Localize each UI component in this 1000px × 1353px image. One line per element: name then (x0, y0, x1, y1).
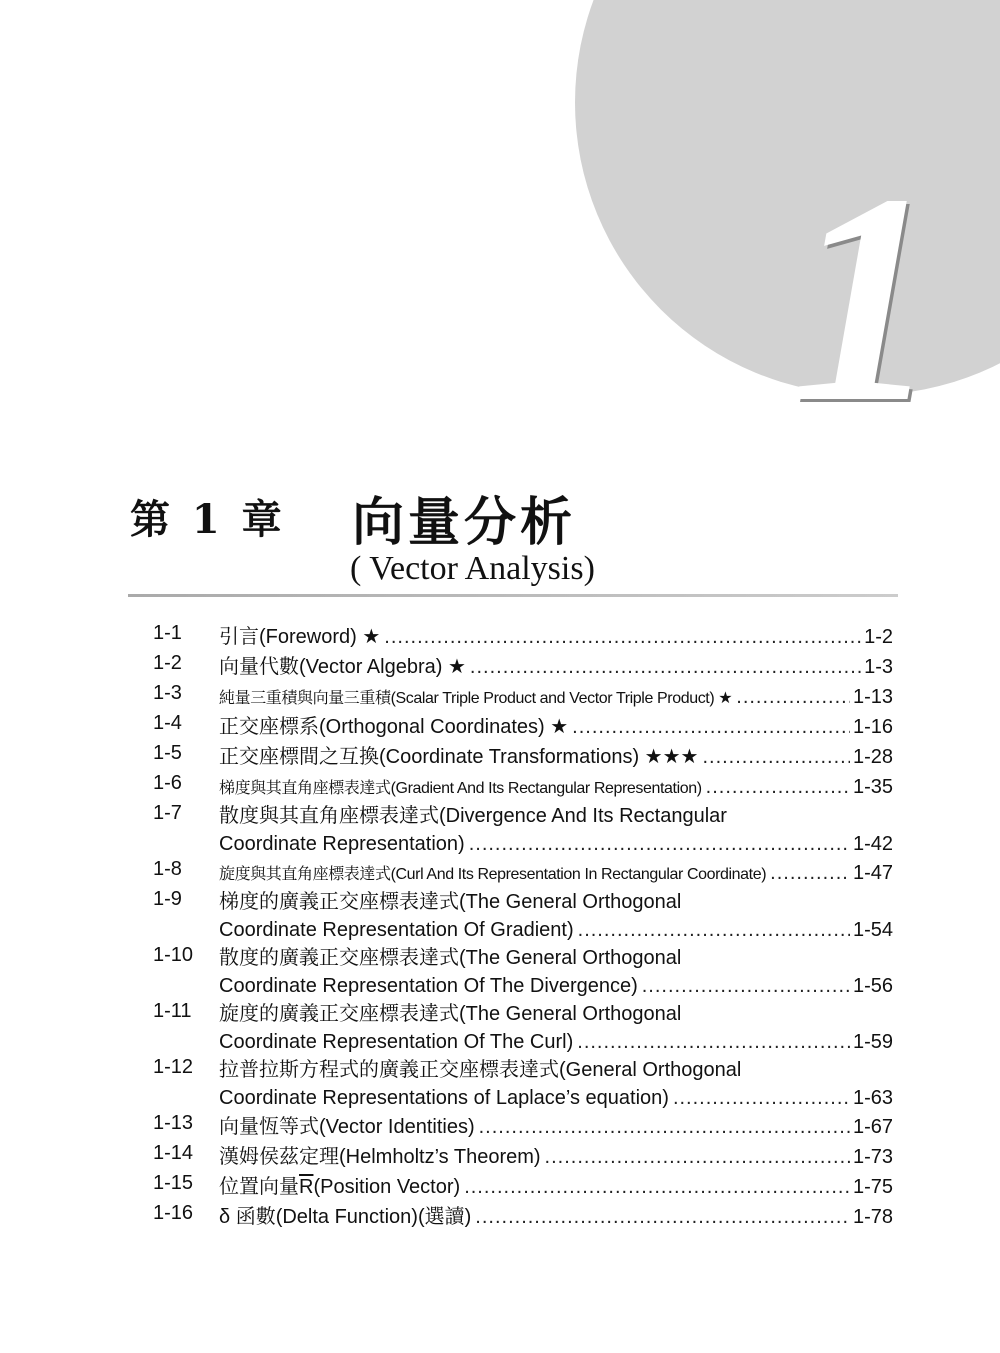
leader-dots (577, 1028, 850, 1056)
toc-entry-page: 1-78 (852, 1206, 893, 1228)
toc-entry-title: 向量代數(Vector Algebra) ★ (219, 656, 466, 678)
toc-entry-title: 漢姆侯茲定理(Helmholtz’s Theorem) (219, 1146, 541, 1168)
toc-entry-title: 拉普拉斯方程式的廣義正交座標表達式(General Orthogonal (219, 1059, 742, 1081)
toc-entry-1-4 (153, 712, 893, 742)
title-divider (128, 594, 898, 597)
toc-entry-title: 正交座標系(Orthogonal Coordinates) ★ (219, 716, 569, 738)
toc-entry-number: 1-7 (153, 802, 182, 824)
toc-entry-title: 梯度與其直角座標表達式(Gradient And Its Rectangular Representation) (219, 780, 702, 797)
toc-entry-1-3 (153, 682, 893, 712)
toc-entry-title: 位置向量$\overline{R}(Position$ Vector) (219, 1176, 461, 1198)
leader-dots (770, 858, 850, 888)
toc-entry-1-15 (153, 1172, 893, 1202)
toc-entry-1-6 (153, 772, 893, 802)
toc-entry-page: 1-75 (852, 1176, 893, 1198)
toc-entry-title: 向量恆等式(Vector Identities) (219, 1116, 475, 1138)
leader-dots (702, 742, 850, 772)
toc-entry-number: 1-14 (153, 1142, 194, 1164)
toc-entry-number: 1-16 (153, 1202, 194, 1224)
leader-dots (475, 1202, 850, 1232)
leader-dots (545, 1142, 850, 1172)
toc-entry-title: 正交座標間之互換(Coordinate Transformations) ★★★ (219, 746, 699, 768)
toc-entry-title: 梯度的廣義正交座標表達式(The General Orthogonal (219, 891, 682, 913)
toc-entry-1-7 (153, 802, 893, 858)
toc-entry-1-2 (153, 652, 893, 682)
toc-entry-title: 散度與其直角座標表達式(Divergence And Its Rectangular (219, 805, 727, 827)
toc-entry-page: 1-47 (852, 862, 893, 884)
toc-entry-number: 1-5 (153, 742, 182, 764)
leader-dots (706, 772, 850, 802)
leader-dots (736, 682, 850, 712)
leader-dots (464, 1172, 850, 1202)
leader-dots (469, 830, 850, 858)
toc-entry-1-12 (153, 1056, 893, 1112)
toc-entry-title-cont: Coordinate Representations of Laplace’s equation) (219, 1087, 669, 1109)
leader-dots (578, 916, 850, 944)
toc-entry-title: 旋度的廣義正交座標表達式(The General Orthogonal (219, 1003, 682, 1025)
toc-entry-1-9 (153, 888, 893, 944)
chapter-big-number: 1 (790, 132, 940, 464)
toc-entry-page: 1-13 (852, 686, 893, 708)
toc-entry-number: 1-1 (153, 622, 182, 644)
toc-entry-title-cont: Coordinate Representation Of The Curl) (219, 1031, 574, 1053)
leader-dots (479, 1112, 850, 1142)
toc-entry-1-11 (153, 1000, 893, 1056)
toc-entry-number: 1-9 (153, 888, 182, 910)
toc-entry-title-cont: Coordinate Representation Of Gradient) (219, 919, 574, 941)
toc-entry-1-13 (153, 1112, 893, 1142)
toc-entry-1-10 (153, 944, 893, 1000)
toc-entry-number: 1-2 (153, 652, 182, 674)
toc-entry-number: 1-15 (153, 1172, 194, 1194)
chapter-label: 第 1 章 (130, 496, 286, 543)
toc-entry-page: 1-67 (852, 1116, 893, 1138)
chapter-title: 向量分析 (352, 492, 577, 553)
toc-entry-title: 引言(Foreword) ★ (219, 626, 381, 648)
toc-entry-1-16 (153, 1202, 893, 1232)
toc-entry-page: 1-28 (852, 746, 893, 768)
toc-entry-page: 1-2 (864, 626, 893, 648)
toc-entry-number: 1-6 (153, 772, 182, 794)
toc-entry-number: 1-8 (153, 858, 182, 880)
toc-entry-page: 1-16 (852, 716, 893, 738)
leader-dots (384, 622, 861, 652)
toc-entry-title-cont: Coordinate Representation) (219, 833, 465, 855)
toc-entry-title: δ 函數(Delta Function)(選讀) (219, 1206, 472, 1228)
toc-entry-number: 1-13 (153, 1112, 194, 1134)
toc-entry-number: 1-3 (153, 682, 182, 704)
toc-entry-number: 1-4 (153, 712, 182, 734)
toc-entry-number: 1-12 (153, 1056, 194, 1078)
toc-entry-page: 1-42 (852, 833, 893, 855)
toc-entry-title-cont: Coordinate Representation Of The Divergence) (219, 975, 638, 997)
toc-entry-1-8 (153, 858, 893, 888)
leader-dots (572, 712, 850, 742)
chapter-subtitle: ( Vector Analysis) (350, 550, 595, 587)
toc-entry-page: 1-73 (852, 1146, 893, 1168)
toc-entry-page: 1-3 (864, 656, 893, 678)
leader-dots (470, 652, 861, 682)
vector-r-symbol: $\overline{R}$ (299, 1176, 314, 1198)
toc-entry-1-5 (153, 742, 893, 772)
toc-entry-page: 1-35 (852, 776, 893, 798)
leader-dots (673, 1084, 850, 1112)
toc-entry-number: 1-10 (153, 944, 194, 966)
toc-entry-1-14 (153, 1142, 893, 1172)
toc-entry-page: 1-59 (852, 1031, 893, 1053)
toc-entry-title: 散度的廣義正交座標表達式(The General Orthogonal (219, 947, 682, 969)
toc-entry-number: 1-11 (153, 1000, 192, 1022)
table-of-contents (153, 622, 893, 1232)
toc-entry-page: 1-56 (852, 975, 893, 997)
toc-entry-page: 1-63 (852, 1087, 893, 1109)
toc-entry-title: 旋度與其直角座標表達式(Curl And Its Representation In Rectangular Coordinate) (219, 866, 767, 883)
toc-entry-1-1 (153, 622, 893, 652)
toc-entry-title: 純量三重積與向量三重積(Scalar Triple Product and Vector Triple Product) ★ (219, 690, 733, 707)
toc-entry-page: 1-54 (852, 919, 893, 941)
leader-dots (642, 972, 850, 1000)
